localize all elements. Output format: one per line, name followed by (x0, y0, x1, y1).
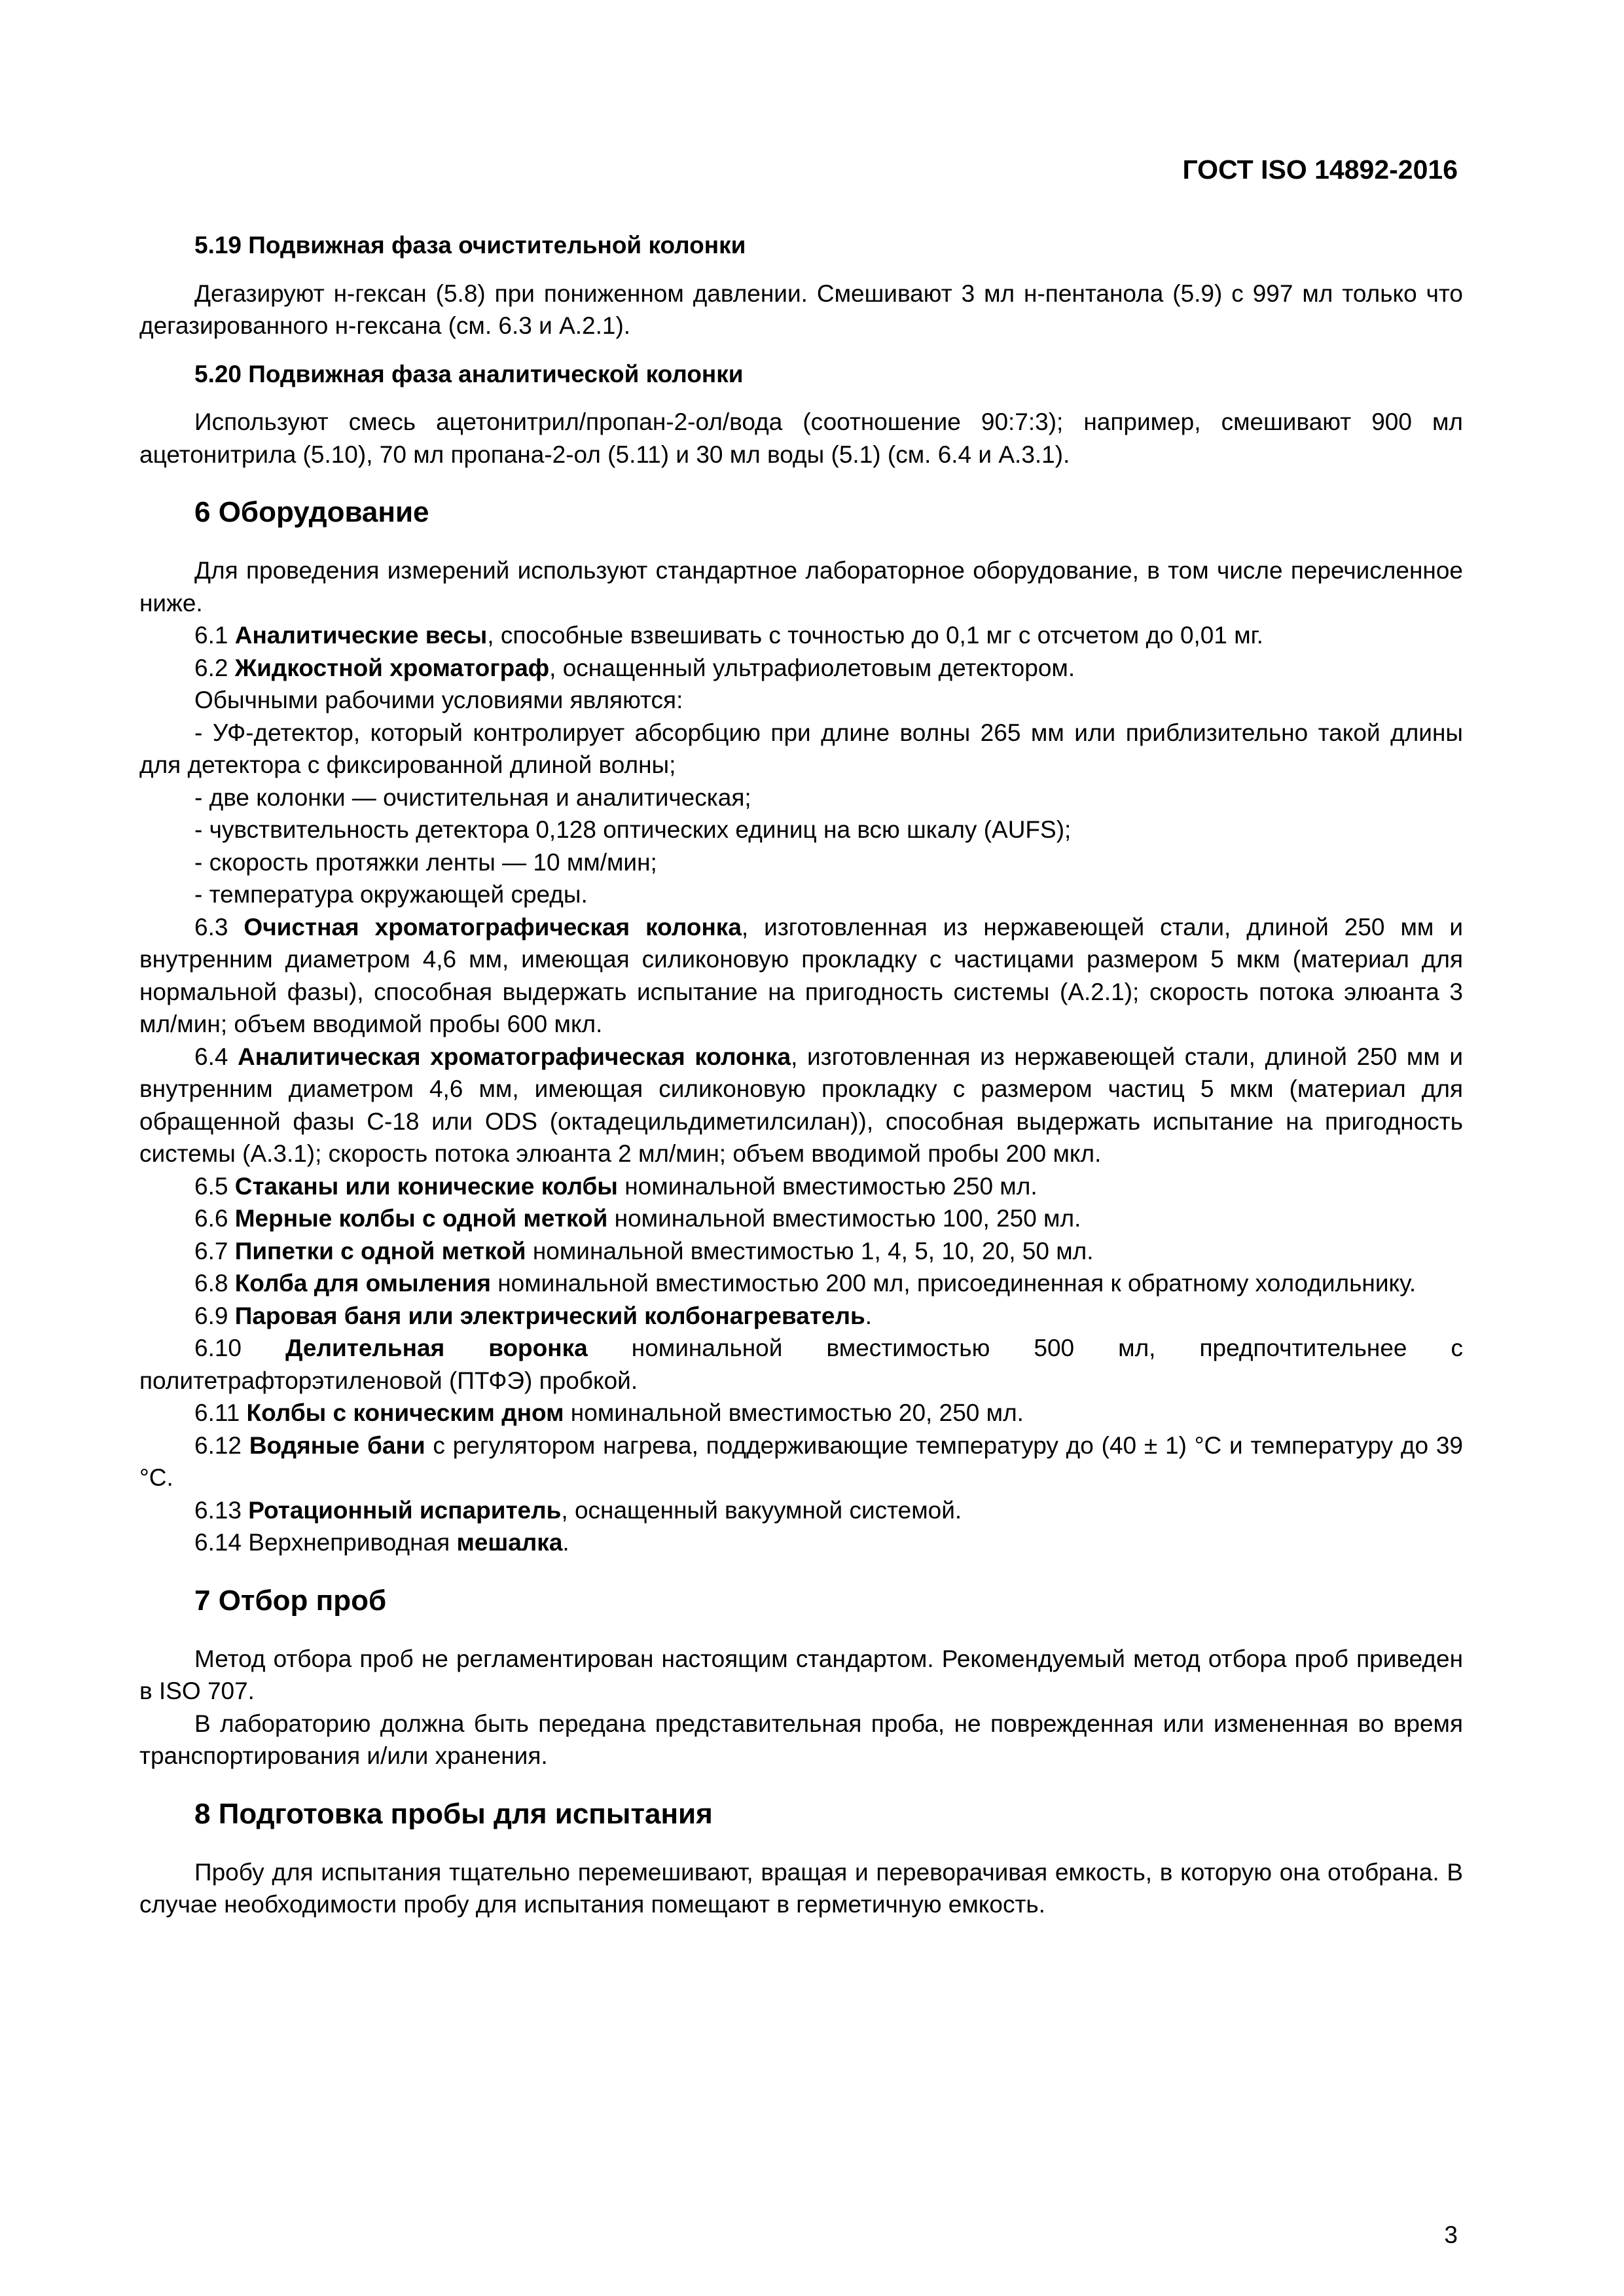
item-6-13: 6.13 Ротационный испаритель, оснащенный вакуумной системой. (194, 1496, 962, 1524)
section-heading-8: 8 Подготовка пробы для испытания (194, 1797, 713, 1830)
term-6-12: Водяные бани (249, 1431, 425, 1459)
subsection-heading-5-19: 5.19 Подвижная фаза очистительной колонки (194, 232, 746, 259)
term-6-1: Аналитические весы (234, 622, 488, 649)
item-6-7: 6.7 Пипетки с одной меткой номинальной вместимостью 1, 4, 5, 10, 20, 50 мл. (194, 1237, 1094, 1265)
term-6-2: Жидкостной хроматограф (234, 654, 550, 681)
term-6-11: Колбы с коническим дном (246, 1399, 564, 1426)
paragraph-5-20: Используют смесь ацетонитрил/пропан-2-ол/вода (соотношение 90:7:3); например, смешивают 900 мл ацетонитрила (5.10), 70 мл пропана-2-ол (5.11) и 30 мл воды (5.1) (см. 6.4 и А.3.1). (139, 408, 1463, 468)
page-content (139, 229, 1463, 1921)
standard-designation: ГОСТ ISO 14892-2016 (1182, 154, 1458, 185)
condition-item: - две колонки — очистительная и аналитическая; (194, 783, 751, 811)
section-heading-6: 6 Оборудование (194, 496, 429, 528)
item-6-9: 6.9 Паровая баня или электрический колбонагреватель. (194, 1302, 873, 1329)
term-6-10: Делительная воронка (285, 1335, 588, 1361)
condition-item: - температура окружающей среды. (194, 881, 588, 908)
section-heading-7: 7 Отбор проб (194, 1584, 387, 1617)
paragraph-7-2: В лабораторию должна быть передана представительная проба, не поврежденная или измененная во время транспортирования и/или хранения. (139, 1710, 1463, 1769)
condition-item: - скорость протяжки ленты — 10 мм/мин; (194, 848, 657, 876)
term-6-4: Аналитическая хроматографическая колонка (238, 1043, 791, 1070)
item-6-10: 6.10 Делительная воронка номинальной вместимостью 500 мл, предпочтительнее с политетрафторэтиленовой (ПТФЭ) пробкой. (139, 1335, 1464, 1394)
term-6-8: Колба для омыления (234, 1270, 491, 1297)
item-6-8: 6.8 Колба для омыления номинальной вместимостью 200 мл, присоединенная к обратному холодильнику. (194, 1270, 1416, 1297)
term-6-13: Ротационный испаритель (248, 1496, 562, 1524)
condition-item: - УФ-детектор, который контролирует абсорбцию при длине волны 265 мм или приблизительно такой длины для детектора с фиксированной длиной волны; (139, 719, 1463, 778)
conditions-intro: Обычными рабочими условиями являются: (194, 687, 683, 713)
term-6-14: мешалка (456, 1529, 563, 1556)
item-6-14: 6.14 Верхнеприводная мешалка. (194, 1529, 569, 1556)
term-6-9: Паровая баня или электрический колбонагреватель (234, 1302, 865, 1329)
item-6-3: 6.3 Очистная хроматографическая колонка, изготовленная из нержавеющей стали, длиной 250 мм и внутренним диаметром 4,6 мм, имеющая силиконовую прокладку с частицами размером 5 мкм (материал для нормальной фазы), способная выдержать испытание на пригодность системы (А.2.1); скорость потока элюанта 3 мл/мин; объем вводимой пробы 600 мкл. (139, 913, 1463, 1037)
subsection-heading-5-20: 5.20 Подвижная фаза аналитической колонки (194, 360, 744, 387)
term-6-3: Очистная хроматографическая колонка (244, 913, 742, 941)
term-6-6: Мерные колбы с одной меткой (234, 1205, 608, 1232)
item-6-11: 6.11 Колбы с коническим дном номинальной вместимостью 20, 250 мл. (194, 1399, 1024, 1426)
condition-item: - чувствительность детектора 0,128 оптических единиц на всю шкалу (AUFS); (194, 816, 1072, 843)
item-6-5: 6.5 Стаканы или конические колбы номинальной вместимостью 250 мл. (194, 1172, 1038, 1200)
item-6-2: 6.2 Жидкостной хроматограф, оснащенный ультрафиолетовым детектором. (194, 654, 1075, 681)
term-6-5: Стаканы или конические колбы (234, 1172, 618, 1200)
item-6-4: 6.4 Аналитическая хроматографическая колонка, изготовленная из нержавеющей стали, длиной 250 мм и внутренним диаметром 4,6 мм, имеющая силиконовую прокладку с размером частиц 5 мкм (материал для обращенной фазы С-18 или ODS (октадецильдиметилсилан)), способная выдержать испытание на пригодность системы (А.3.1); скорость потока элюанта 2 мл/мин; объем вводимой пробы 200 мкл. (139, 1043, 1463, 1167)
item-6-12: 6.12 Водяные бани с регулятором нагрева, поддерживающие температуру до (40 ± 1) °С и температуру до 39 °С. (139, 1431, 1463, 1491)
paragraph-5-19: Дегазируют н-гексан (5.8) при пониженном давлении. Смешивают 3 мл н-пентанола (5.9) с 997 мл только что дегазированного н-гексана (см. 6.3 и А.2.1). (139, 279, 1463, 339)
item-6-6: 6.6 Мерные колбы с одной меткой номинальной вместимостью 100, 250 мл. (194, 1205, 1081, 1232)
page-number: 3 (1444, 2221, 1458, 2248)
paragraph-6-intro: Для проведения измерений используют стандартное лабораторное оборудование, в том числе перечисленное ниже. (139, 557, 1463, 617)
paragraph-8-1: Пробу для испытания тщательно перемешивают, вращая и переворачивая емкость, в которую она отобрана. В случае необходимости пробу для испытания помещают в герметичную емкость. (139, 1858, 1463, 1918)
term-6-7: Пипетки с одной меткой (234, 1237, 526, 1265)
item-6-1: 6.1 Аналитические весы, способные взвешивать с точностью до 0,1 мг с отсчетом до 0,01 мг. (194, 622, 1263, 649)
paragraph-7-1: Метод отбора проб не регламентирован настоящим стандартом. Рекомендуемый метод отбора проб приведен в ISO 707. (139, 1645, 1463, 1704)
